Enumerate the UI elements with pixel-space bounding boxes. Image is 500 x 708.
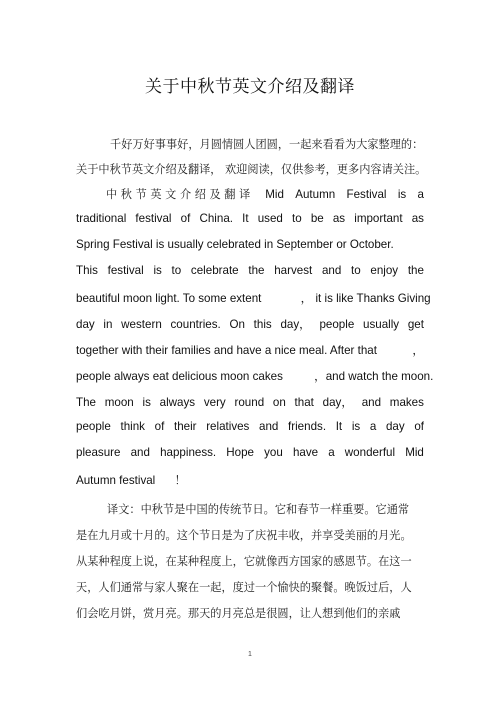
body-word: pleasure — [76, 446, 121, 459]
document-title: 关于中秋节英文介绍及翻译 — [145, 77, 355, 97]
body-punct: ！ — [174, 474, 187, 487]
body-punct: ， — [300, 292, 313, 305]
body-word: On — [229, 318, 245, 331]
body-word: to — [171, 264, 182, 277]
body-word: traditional — [76, 212, 127, 225]
body-word: relatives — [206, 420, 250, 433]
body-word: day， — [280, 318, 311, 331]
body-word: their — [173, 420, 197, 433]
body-word: harvest — [274, 264, 313, 277]
body-word: of — [414, 420, 424, 433]
translation-line-4: 天，人们通常与家人聚在一起，度过一个愉快的聚餐。晚饭过后，人 — [76, 581, 412, 594]
body-word: beautiful moon light. To some extent — [76, 292, 262, 305]
body-word: and — [361, 396, 382, 409]
body-word: important — [354, 212, 403, 225]
body-word: to — [351, 264, 361, 277]
body-line-13 — [76, 446, 424, 459]
page-number: 1 — [248, 651, 252, 658]
body-word: 中秋节英文介绍及翻译 — [106, 188, 254, 201]
body-word: western — [121, 318, 162, 331]
body-line-14 — [76, 472, 186, 488]
body-word: used — [257, 212, 283, 225]
body-word: is — [397, 188, 407, 201]
translation-line-5: 们会吃月饼，赏月亮。那天的月亮总是很圆，让人想到他们的亲戚 — [76, 607, 401, 620]
body-line-6 — [76, 264, 424, 277]
body-word: It — [335, 420, 343, 433]
body-word: Mid — [265, 188, 284, 201]
body-word: It — [242, 212, 249, 225]
body-word: day， — [322, 396, 353, 409]
body-word: moon — [104, 396, 134, 409]
body-word: people — [76, 420, 111, 433]
body-word: and — [321, 264, 342, 277]
body-punct: ， — [412, 344, 424, 357]
body-word: Hope — [226, 446, 254, 459]
body-word: is — [142, 396, 151, 409]
body-word: ，and watch the moon. — [314, 370, 434, 383]
body-word: a — [369, 420, 377, 433]
intro-line-1: 千好万好事事好，月圆情圆人团圆，一起来看看为大家整理的： — [110, 138, 424, 151]
body-word: round — [234, 396, 265, 409]
body-word: the — [248, 264, 265, 277]
body-word: day — [385, 420, 405, 433]
body-word: it is like Thanks Giving — [315, 292, 431, 305]
body-word: makes — [389, 396, 424, 409]
body-word: festival — [135, 212, 172, 225]
body-line-5: Spring Festival is usually celebrated in September or October. — [76, 238, 394, 251]
body-line-8 — [76, 316, 424, 332]
body-line-3 — [106, 186, 424, 202]
body-word: a — [328, 446, 335, 459]
body-word: festival — [107, 264, 144, 277]
body-word: usually — [363, 318, 400, 331]
body-word: to — [292, 212, 302, 225]
body-word: as — [411, 212, 424, 225]
body-word: is — [351, 420, 361, 433]
body-word: day — [76, 318, 95, 331]
translation-line-3: 从某种程度上说，在某种程度上，它就像西方国家的感恩节。在这一 — [76, 555, 412, 568]
body-word: people always eat delicious moon cakes — [76, 370, 283, 383]
body-word: The — [76, 396, 96, 409]
body-line-7 — [76, 290, 431, 306]
body-word: celebrate — [190, 264, 239, 277]
body-word: Autumn festival — [76, 474, 156, 487]
body-word: in — [103, 318, 113, 331]
body-word: together with their families and have a nice meal. After that — [76, 344, 377, 357]
body-word: people — [319, 318, 355, 331]
body-word: you — [264, 446, 283, 459]
body-word: the — [407, 264, 424, 277]
body-word: countries. — [170, 318, 221, 331]
body-word: a — [417, 188, 424, 201]
body-word: is — [153, 264, 162, 277]
body-word: this — [253, 318, 272, 331]
body-word: of — [154, 420, 165, 433]
body-word: as — [332, 212, 346, 225]
body-word: Autumn — [295, 188, 336, 201]
body-word: Festival — [346, 188, 387, 201]
body-line-9 — [76, 342, 424, 358]
translation-line-2: 是在九月或十月的。这个节日是为了庆祝丰收，并享受美丽的月光。 — [76, 529, 412, 542]
body-line-10 — [76, 368, 433, 384]
body-line-11 — [76, 394, 424, 410]
body-word: get — [407, 318, 424, 331]
body-line-12 — [76, 420, 424, 433]
body-word: always — [159, 396, 196, 409]
body-word: on — [272, 396, 286, 409]
body-line-4 — [76, 212, 424, 225]
body-word: China. — [199, 212, 233, 225]
body-word: Mid — [405, 446, 424, 459]
body-word: wonderful — [344, 446, 396, 459]
body-word: very — [203, 396, 226, 409]
body-word: of — [180, 212, 191, 225]
translation-line-1: 译文：中秋节是中国的传统节日。它和春节一样重要。它通常 — [107, 503, 410, 516]
body-word: be — [310, 212, 324, 225]
body-word: enjoy — [370, 264, 399, 277]
body-word: friends. — [288, 420, 327, 433]
intro-line-2: 关于中秋节英文介绍及翻译， 欢迎阅读，仅供参考，更多内容请关注。 — [76, 163, 427, 176]
body-word: have — [292, 446, 319, 459]
body-word: and — [130, 446, 150, 459]
body-word: and — [259, 420, 279, 433]
body-word: think — [120, 420, 145, 433]
body-word: happiness. — [160, 446, 217, 459]
body-word: that — [294, 396, 314, 409]
body-word: This — [76, 264, 98, 277]
